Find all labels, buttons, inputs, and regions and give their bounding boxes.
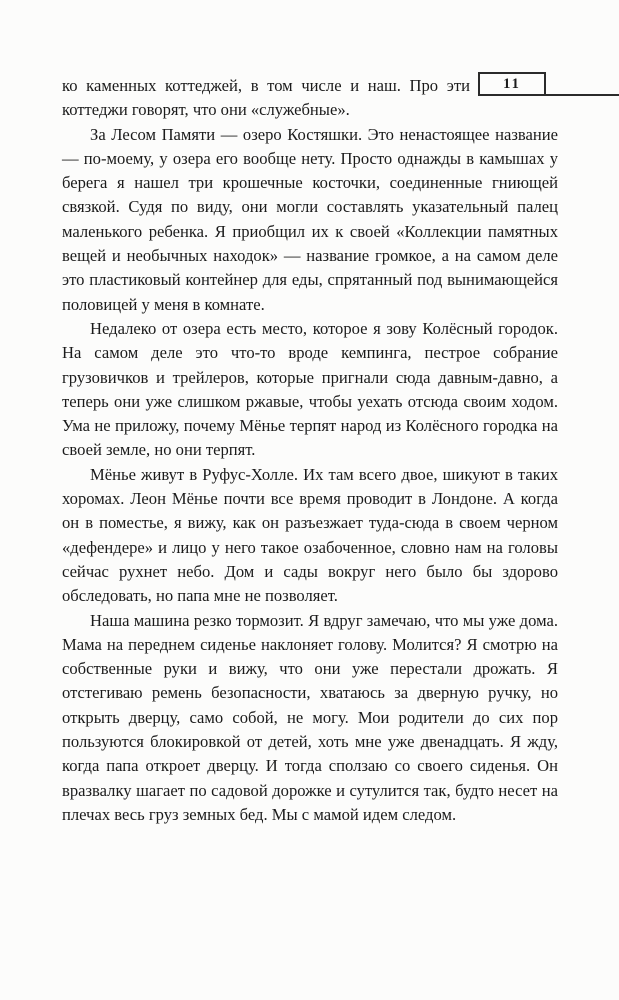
- header-spacer: [470, 74, 558, 98]
- paragraph: Недалеко от озера есть место, которое я зову Колёсный городок. На самом деле это что-то вроде кемпинга, пестрое собрание грузовичков и трейлеров, которые пригнали сюда давным-давно, а теперь они уже слишком ржавые, чтобы уехать отсюда своим ходом. Ума не приложу, почему Мёнье терпят народ из Колёсного городка на своей земле, но они терпят.: [62, 318, 558, 460]
- paragraph: ко каменных коттеджей, в том числе и наш. Про эти коттеджи говорят, что они «служебные».: [62, 76, 470, 120]
- paragraph: Наша машина резко тормозит. Я вдруг замечаю, что мы уже дома. Мама на переднем сиденье наклоняет голову. Молится? Я смотрю на собственные руки и вижу, что они уже перестали дрожать. Я отстегиваю ремень безопасности, хватаюсь за дверную ручку, но открыть дверцу, само собой, не могу. Мои родители до сих пор пользуются блокировкой от детей, хоть мне уже двенадцать. Я жду, когда папа откроет дверцу. И тогда сползаю со своего сиденья. Он вразвалку шагает по садовой дорожке и сутулится так, будто несет на плечах весь груз земных бед. Мы с мамой идем следом.: [62, 610, 558, 824]
- text-block: [62, 74, 558, 827]
- paragraph: За Лесом Памяти — озеро Костяшки. Это ненастоящее название — по-моему, у озера его вообще нету. Просто однажды в камышах у берега я нашел три крошечные косточки, соединенные гниющей связкой. Судя по виду, они могли составлять указательный палец маленького ребенка. Я приобщил их к своей «Коллекции памятных вещей и необычных находок» — название громкое, а на самом деле это пластиковый контейнер для еды, спрятанный под вынимающейся половицей у меня в комнате.: [62, 124, 558, 314]
- paragraph: Мёнье живут в Руфус-Холле. Их там всего двое, шикуют в таких хоромах. Леон Мёнье почти все время проводит в Лондоне. А когда он в поместье, я вижу, как он разъезжает туда-сюда в своем черном «дефендере» и лицо у него такое озабоченное, словно нам на головы сейчас рухнет небо. Дом и сады вокруг него было бы здорово обследовать, но папа мне не позволяет.: [62, 464, 558, 606]
- page-number: 11: [503, 75, 521, 92]
